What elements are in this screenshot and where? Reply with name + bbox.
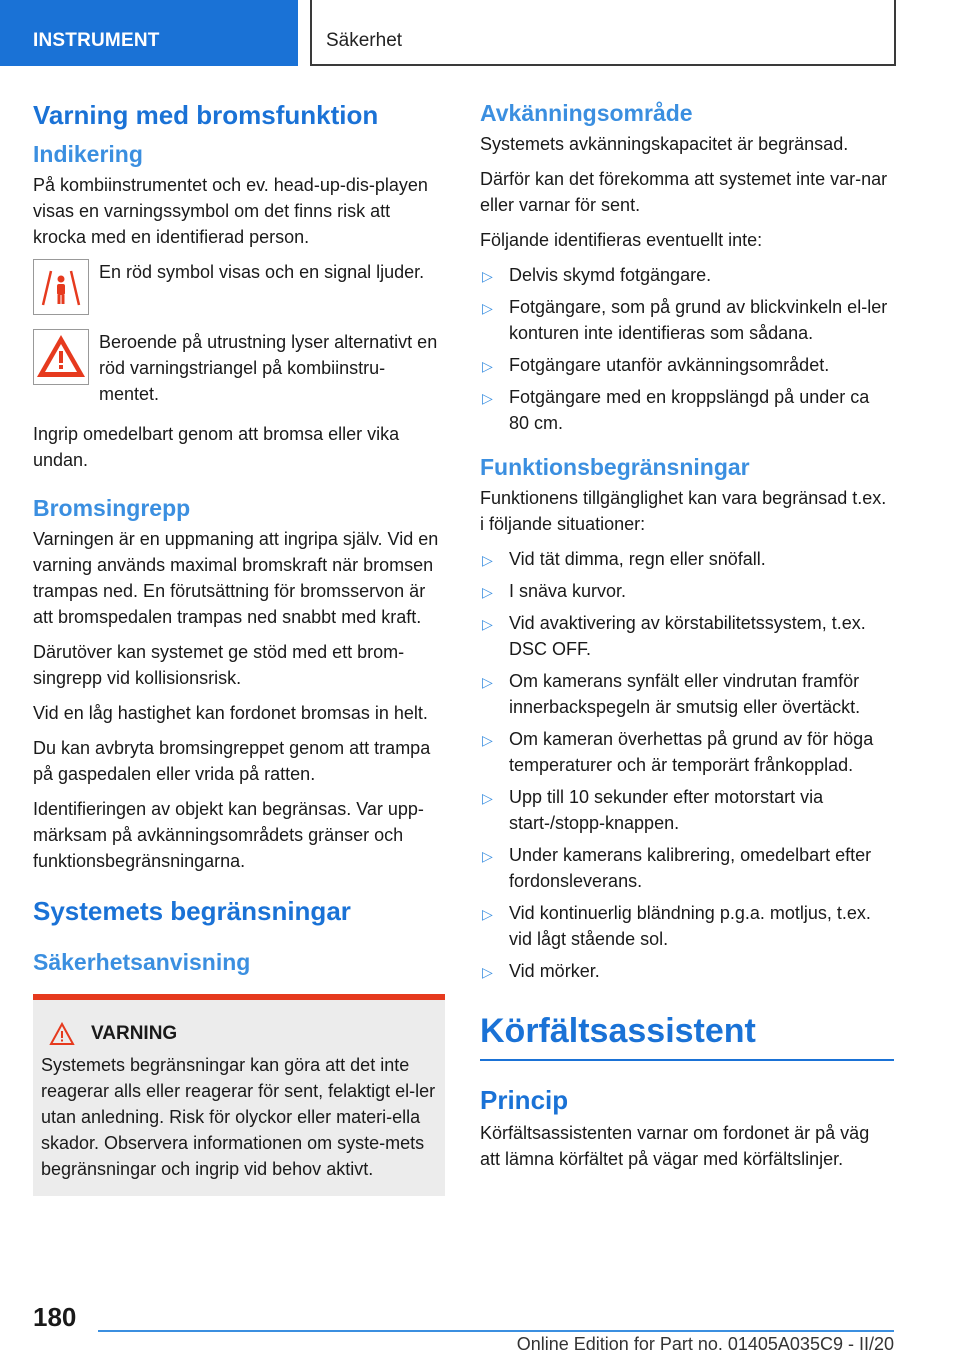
section-title-varning: Varning med bromsfunktion bbox=[33, 100, 379, 130]
bullet-triangle-icon: ▷ bbox=[482, 790, 493, 806]
heading-bromsingrepp: Bromsingrepp bbox=[33, 495, 191, 521]
page-number: 180 bbox=[33, 1302, 77, 1332]
footer-edition: Online Edition for Part no. 01405A035C9 - II/20 bbox=[516, 1334, 894, 1354]
indikering-intro: På kombiinstrumentet och ev. head-up-dis-playen visas en varningssymbol om det finns risk att krocka med en identifierad person. bbox=[33, 175, 428, 247]
heading-sakerhetsanvisning: Säkerhetsanvisning bbox=[33, 949, 251, 975]
pedestrian-warning-icon bbox=[33, 259, 89, 315]
princip-text: Körfältsassistenten varnar om fordonet är på väg att lämna körfältet på vägar med körfältslinjer. bbox=[480, 1123, 870, 1169]
funktion-list bbox=[480, 546, 894, 984]
list-item: ▷ Vid avaktivering av körstabilitetssystem, t.ex. DSC OFF. bbox=[482, 613, 866, 659]
bromsingrepp-paragraph: Identifieringen av objekt kan begränsas. Var upp-märksam på avkänningsområdets gränser och funktionsbegränsningarna. bbox=[33, 799, 424, 871]
bullet-triangle-icon: ▷ bbox=[482, 964, 493, 980]
section-tab bbox=[310, 0, 896, 66]
right-column bbox=[480, 100, 894, 1181]
bullet-triangle-icon: ▷ bbox=[482, 616, 493, 632]
heading-avkanningsomrade: Avkänningsområde bbox=[480, 100, 693, 126]
bullet-triangle-icon: ▷ bbox=[482, 584, 493, 600]
list-item: ▷ Fotgängare med en kroppslängd på under ca 80 cm. bbox=[482, 387, 870, 433]
list-item: ▷ Om kamerans synfält eller vindrutan framför innerbackspegeln är smutsig eller övertäckt. bbox=[482, 671, 861, 717]
icon2-text: Beroende på utrustning lyser alternativt en röd varningstriangel på kombiinstru-mentet. bbox=[99, 332, 438, 404]
bromsingrepp-paragraph: Vid en låg hastighet kan fordonet bromsas in helt. bbox=[33, 703, 428, 723]
warning-box bbox=[33, 994, 445, 1196]
icon-row-1 bbox=[33, 259, 445, 315]
list-item: ▷ Upp till 10 sekunder efter motorstart via start-/stopp-knappen. bbox=[482, 787, 824, 833]
bullet-triangle-icon: ▷ bbox=[482, 906, 493, 922]
chapter-tab bbox=[0, 0, 298, 66]
chapter-label: INSTRUMENT bbox=[33, 30, 160, 51]
bullet-triangle-icon: ▷ bbox=[482, 390, 493, 406]
bromsingrepp-paragraph: Varningen är en uppmaning att ingripa själv. Vid en varning används maximal bromskraft när bromsen trampas ned. En förutsättning för bromsservon är att bromspedalen trampas ned snabbt med kraft. bbox=[33, 529, 439, 627]
bullet-triangle-icon: ▷ bbox=[482, 674, 493, 690]
list-item: ▷ Fotgängare utanför avkänningsområdet. bbox=[480, 352, 894, 378]
warning-sign-icon bbox=[49, 1022, 75, 1046]
funktion-intro: Funktionens tillgänglighet kan vara begränsad t.ex. i följande situationer: bbox=[480, 488, 887, 534]
list-item: ▷ Om kameran överhettas på grund av för höga temperaturer och är temporärt frånkopplad. bbox=[482, 729, 874, 775]
bromsingrepp-paragraph: Därutöver kan systemet ge stöd med ett brom-singrepp vid kollisionsrisk. bbox=[33, 642, 405, 688]
icon1-text: En röd symbol visas och en signal ljuder. bbox=[99, 262, 425, 282]
avkanning-paragraph: Därför kan det förekomma att systemet inte var-nar eller varnar för sent. bbox=[480, 169, 888, 215]
warning-label: VARNING bbox=[91, 1023, 178, 1044]
footer-divider bbox=[98, 1330, 894, 1332]
avkanning-paragraph: Systemets avkänningskapacitet är begränsad. bbox=[480, 134, 849, 154]
warning-triangle-icon bbox=[33, 329, 89, 385]
avkanning-list bbox=[480, 262, 894, 436]
list-item: ▷ Under kamerans kalibrering, omedelbart efter fordonsleverans. bbox=[482, 845, 872, 891]
bullet-triangle-icon: ▷ bbox=[482, 300, 493, 316]
bullet-triangle-icon: ▷ bbox=[482, 268, 493, 284]
section-label: Säkerhet bbox=[326, 30, 403, 51]
warning-text: Systemets begränsningar kan göra att det inte reagerar alls eller reagerar för sent, felaktigt el-ler utan anledning. Risk för olyckor eller materi-ella skador. Observera informationen om syste-mets begränsningar och ingrip vid behov aktivt. bbox=[41, 1055, 436, 1179]
warning-header bbox=[41, 1022, 437, 1046]
bullet-triangle-icon: ▷ bbox=[482, 732, 493, 748]
left-column bbox=[33, 100, 445, 1196]
bromsingrepp-paragraph: Du kan avbryta bromsingreppet genom att trampa på gaspedalen eller vrida på ratten. bbox=[33, 738, 431, 784]
indikering-outro: Ingrip omedelbart genom att bromsa eller vika undan. bbox=[33, 424, 400, 470]
section-title-korfaltsassistent: Körfältsassistent bbox=[480, 1012, 894, 1061]
heading-indikering: Indikering bbox=[33, 141, 143, 167]
list-item: ▷ Vid mörker. bbox=[480, 958, 894, 984]
list-item: ▷ Fotgängare, som på grund av blickvinkeln el-ler konturen inte identifieras som sådana. bbox=[482, 297, 888, 343]
avkanning-paragraph: Följande identifieras eventuellt inte: bbox=[480, 230, 763, 250]
list-item: ▷ I snäva kurvor. bbox=[480, 578, 894, 604]
bullet-triangle-icon: ▷ bbox=[482, 552, 493, 568]
heading-funktionsbegransningar: Funktionsbegränsningar bbox=[480, 454, 750, 480]
list-item: ▷ Delvis skymd fotgängare. bbox=[480, 262, 894, 288]
list-item: ▷ Vid tät dimma, regn eller snöfall. bbox=[480, 546, 894, 572]
section-title-begransningar: Systemets begränsningar bbox=[33, 896, 351, 926]
bullet-triangle-icon: ▷ bbox=[482, 358, 493, 374]
heading-princip: Princip bbox=[480, 1085, 569, 1115]
icon-row-2 bbox=[33, 329, 445, 407]
bullet-triangle-icon: ▷ bbox=[482, 848, 493, 864]
list-item: ▷ Vid kontinuerlig bländning p.g.a. motljus, t.ex. vid lågt stående sol. bbox=[482, 903, 871, 949]
